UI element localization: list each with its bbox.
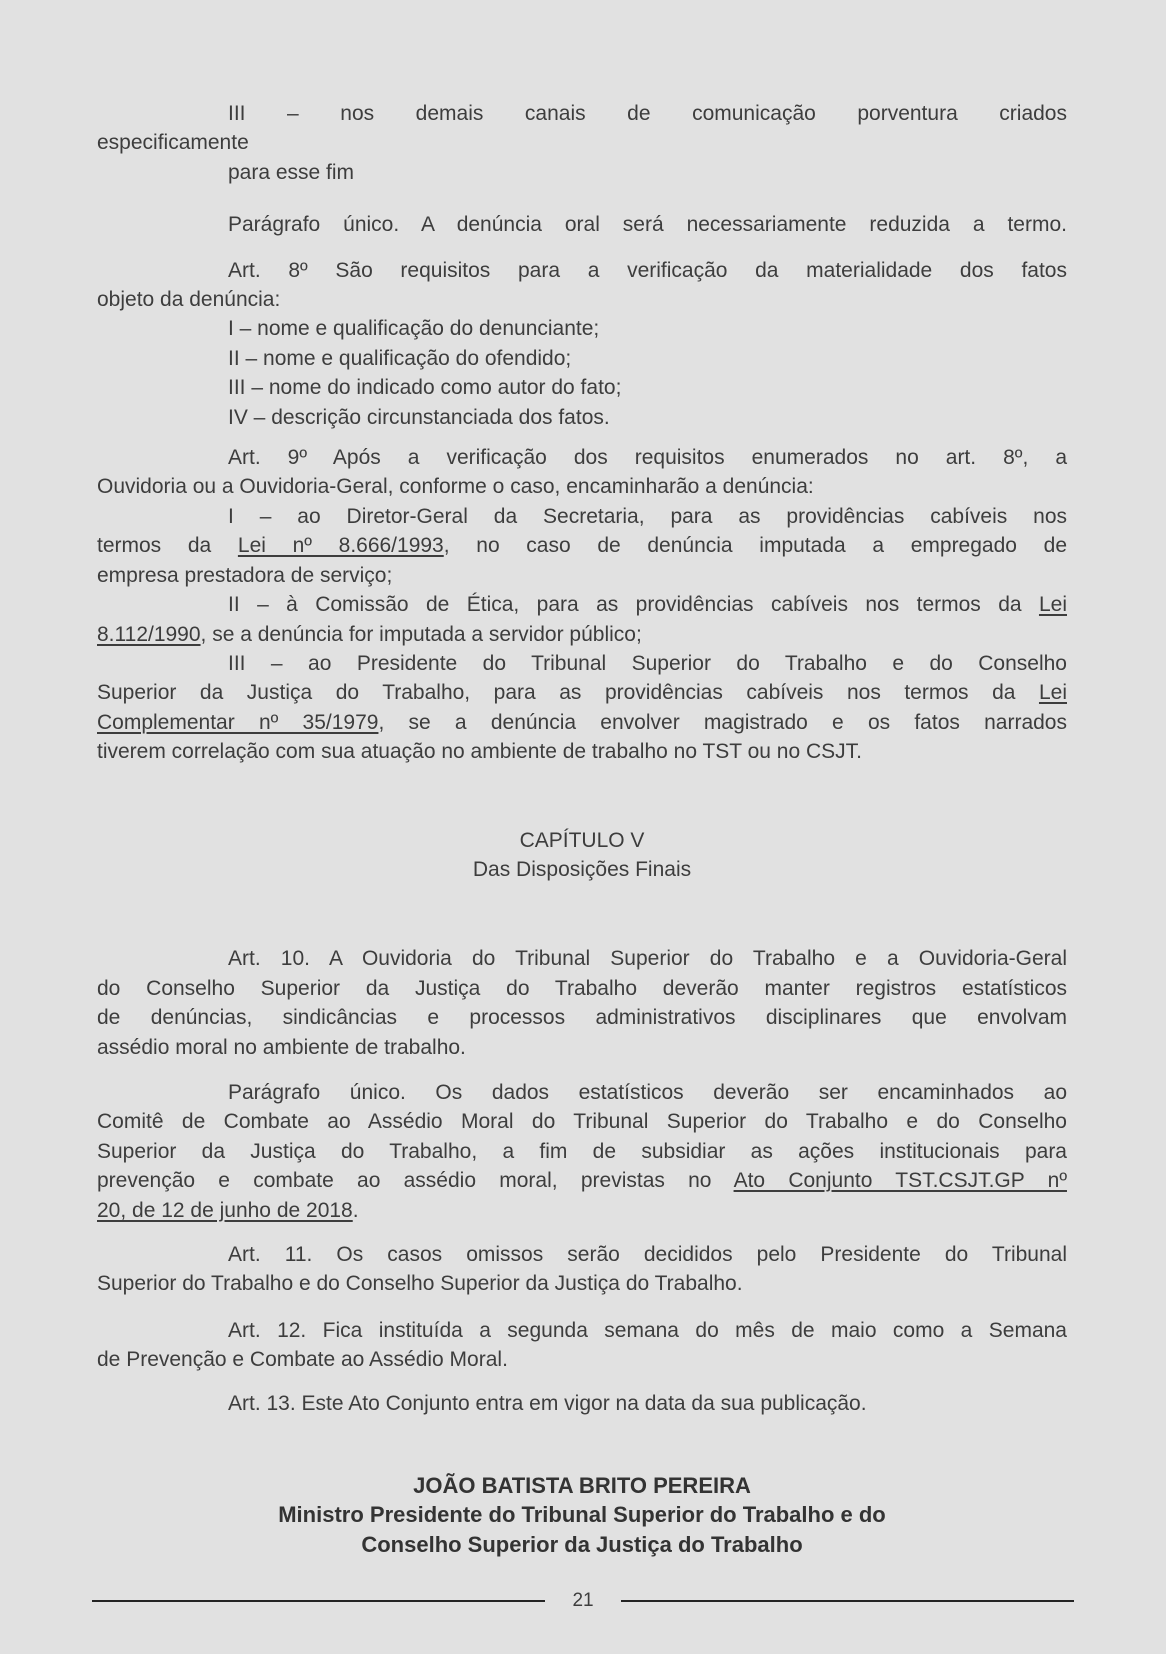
- text-segment: II – nome e qualificação do ofendido;: [228, 346, 572, 370]
- art-12-line-1: [97, 1316, 1067, 1345]
- text-segment: III – nome do indicado como autor do fato;: [228, 376, 622, 400]
- text-segment: objeto da denúncia:: [97, 288, 281, 312]
- vertical-gap: [97, 1418, 1067, 1471]
- paragrafo-unico-dados-line-5: [97, 1196, 1067, 1225]
- text-segment: empresa prestadora de serviço;: [97, 563, 393, 587]
- vertical-gap: [97, 884, 1067, 944]
- law-reference-link[interactable]: Ato Conjunto TST.CSJT.GP nº: [733, 1169, 1067, 1193]
- art-8-line-1: [97, 256, 1067, 285]
- art-8-item-iii: [97, 373, 1067, 402]
- page-number: 21: [572, 1590, 594, 1611]
- law-reference-link[interactable]: Complementar nº 35/1979: [97, 710, 379, 734]
- footer-rule-right: [621, 1600, 1074, 1602]
- item-iii-canais-line-3: [97, 158, 1067, 187]
- paragrafo-unico-dados-line-4: [97, 1166, 1067, 1195]
- text-segment: .: [352, 1198, 359, 1222]
- law-reference-link[interactable]: Lei: [1038, 593, 1067, 617]
- text-segment: Superior da Justiça do Trabalho, para as providências cabíveis nos termos da: [97, 681, 1039, 705]
- text-segment: termos da: [97, 534, 238, 558]
- vertical-gap: [97, 1375, 1067, 1389]
- paragrafo-unico-dados-line-3: [97, 1137, 1067, 1166]
- paragrafo-unico-dados-line-1: [97, 1078, 1067, 1107]
- art-9-line-1: [97, 443, 1067, 472]
- vertical-gap: [97, 432, 1067, 443]
- art-9-item-iii-line-3: [97, 708, 1067, 737]
- text-segment: Art. 9º Após a verificação dos requisitos enumerados no art. 8º, a: [228, 446, 1067, 470]
- text-segment: Parágrafo único. A denúncia oral será necessariamente reduzida a termo.: [228, 213, 1067, 237]
- art-10-line-4: [97, 1033, 1067, 1062]
- text-segment: Ouvidoria ou a Ouvidoria-Geral, conforme o caso, encaminharão a denúncia:: [97, 475, 814, 499]
- text-segment: Art. 10. A Ouvidoria do Tribunal Superior do Trabalho e a Ouvidoria-Geral: [228, 947, 1067, 971]
- law-reference-link[interactable]: Lei nº 8.666/1993: [237, 534, 444, 558]
- document-body: [97, 99, 1067, 1559]
- vertical-gap: [97, 1062, 1067, 1078]
- text-segment: , se a denúncia for imputada a servidor público;: [200, 622, 642, 646]
- text-segment: Ministro Presidente do Tribunal Superior do Trabalho e do: [278, 1502, 886, 1528]
- text-segment: Art. 12. Fica instituída a segunda semana do mês de maio como a Semana: [228, 1318, 1067, 1342]
- text-segment: especificamente: [97, 131, 249, 155]
- footer-rule-left: [92, 1600, 545, 1602]
- art-9-item-i-line-2: [97, 531, 1067, 560]
- text-segment: prevenção e combate ao assédio moral, previstas no: [97, 1169, 734, 1193]
- text-segment: Art. 13. Este Ato Conjunto entra em vigor na data da sua publicação.: [228, 1391, 867, 1415]
- art-9-line-2: [97, 472, 1067, 501]
- vertical-gap: [97, 240, 1067, 256]
- text-segment: de Prevenção e Combate ao Assédio Moral.: [97, 1348, 508, 1372]
- text-segment: III – ao Presidente do Tribunal Superior do Trabalho e do Conselho: [228, 651, 1067, 675]
- chapter-heading: [97, 826, 1067, 855]
- text-segment: IV – descrição circunstanciada dos fatos.: [228, 405, 610, 429]
- text-segment: Art. 8º São requisitos para a verificação da materialidade dos fatos: [228, 258, 1067, 282]
- text-segment: tiverem correlação com sua atuação no ambiente de trabalho no TST ou no CSJT.: [97, 740, 862, 764]
- art-10-line-3: [97, 1003, 1067, 1032]
- text-segment: I – nome e qualificação do denunciante;: [228, 317, 600, 341]
- chapter-subheading: [97, 855, 1067, 884]
- art-8-item-i: [97, 314, 1067, 343]
- art-11-line-2: [97, 1269, 1067, 1298]
- text-segment: de denúncias, sindicâncias e processos administrativos disciplinares que envolvam: [97, 1006, 1067, 1030]
- art-13-line-1: [97, 1389, 1067, 1418]
- art-9-item-iii-line-2: [97, 678, 1067, 707]
- law-reference-link[interactable]: 8.112/1990: [97, 622, 201, 646]
- text-segment: , no caso de denúncia imputada a empregado de: [443, 534, 1067, 558]
- text-segment: Comitê de Combate ao Assédio Moral do Tribunal Superior do Trabalho e do Conselho: [97, 1110, 1067, 1134]
- text-segment: III – nos demais canais de comunicação porventura criados: [228, 102, 1067, 125]
- paragrafo-unico-dados-line-2: [97, 1107, 1067, 1136]
- text-segment: Art. 11. Os casos omissos serão decididos pelo Presidente do Tribunal: [228, 1243, 1067, 1266]
- art-9-item-iii-line-1: [97, 649, 1067, 678]
- text-segment: JOÃO BATISTA BRITO PEREIRA: [413, 1473, 751, 1499]
- text-segment: CAPÍTULO V: [519, 828, 645, 852]
- art-8-item-ii: [97, 344, 1067, 373]
- text-segment: I – ao Diretor-Geral da Secretaria, para as providências cabíveis nos: [228, 504, 1067, 528]
- art-9-item-iii-line-4: [97, 737, 1067, 766]
- vertical-gap: [97, 767, 1067, 826]
- text-segment: Superior do Trabalho e do Conselho Superior da Justiça do Trabalho.: [97, 1272, 743, 1296]
- text-segment: , se a denúncia envolver magistrado e os fatos narrados: [378, 710, 1067, 734]
- art-9-item-i-line-1: [97, 502, 1067, 531]
- art-11-line-1: [97, 1240, 1067, 1269]
- text-segment: do Conselho Superior da Justiça do Trabalho deverão manter registros estatísticos: [97, 976, 1067, 1000]
- art-9-item-ii-line-1: [97, 590, 1067, 619]
- vertical-gap: [97, 1299, 1067, 1316]
- text-segment: Das Disposições Finais: [472, 857, 692, 881]
- art-10-line-2: [97, 974, 1067, 1003]
- art-9-item-i-line-3: [97, 561, 1067, 590]
- signature-name: [97, 1471, 1067, 1500]
- vertical-gap: [97, 1225, 1067, 1240]
- vertical-gap: [97, 187, 1067, 210]
- law-reference-link[interactable]: 20, de 12 de junho de 2018: [97, 1198, 353, 1222]
- art-9-item-ii-line-2: [97, 620, 1067, 649]
- item-iii-canais-line-2: [97, 128, 1067, 157]
- art-10-line-1: [97, 944, 1067, 973]
- text-segment: Parágrafo único. Os dados estatísticos deverão ser encaminhados ao: [228, 1080, 1067, 1104]
- page-footer: [92, 1589, 1074, 1613]
- art-8-item-iv: [97, 403, 1067, 432]
- text-segment: para esse fim: [228, 160, 355, 184]
- item-iii-canais-line-1: [97, 99, 1067, 128]
- law-reference-link[interactable]: Lei: [1038, 681, 1067, 705]
- text-segment: II – à Comissão de Ética, para as providências cabíveis nos termos da: [228, 593, 1039, 617]
- signature-title-line-1: [97, 1500, 1067, 1529]
- signature-title-line-2: [97, 1530, 1067, 1559]
- paragrafo-unico-denuncia-oral: [97, 210, 1067, 239]
- text-segment: assédio moral no ambiente de trabalho.: [97, 1035, 466, 1059]
- text-segment: Superior da Justiça do Trabalho, a fim de subsidiar as ações institucionais para: [97, 1139, 1067, 1163]
- art-8-line-2: [97, 285, 1067, 314]
- text-segment: Conselho Superior da Justiça do Trabalho: [361, 1531, 803, 1557]
- art-12-line-2: [97, 1345, 1067, 1374]
